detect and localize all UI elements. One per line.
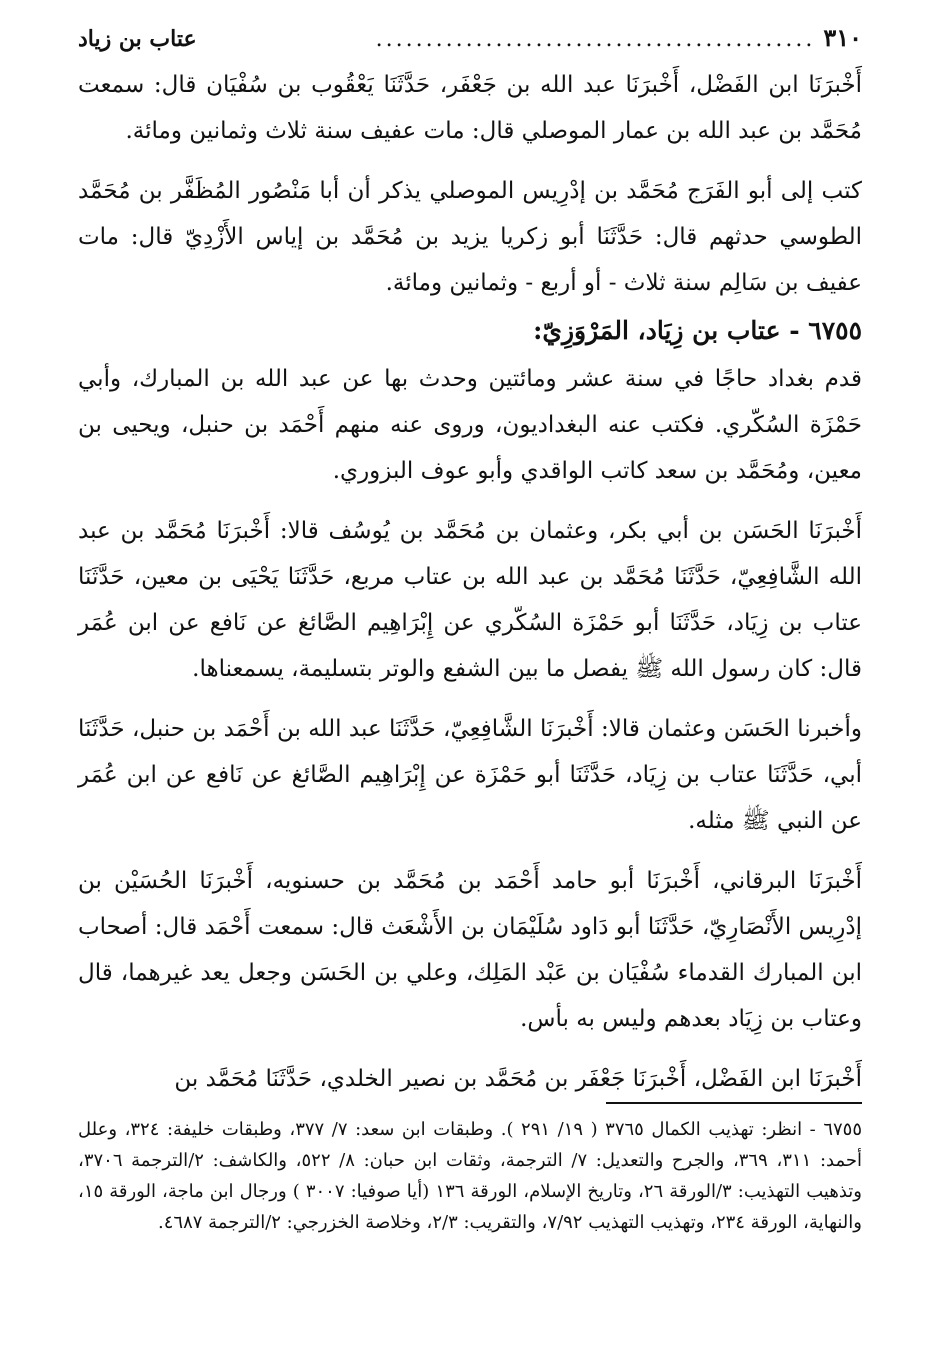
page-number: ٣١٠: [823, 23, 862, 52]
header-leader-dots: ............................................: [375, 27, 816, 52]
running-title: عتاب بن زياد: [78, 26, 197, 52]
entry-heading: ٦٧٥٥ - عتاب بن زِيَاد، المَرْوَزِيّ:: [533, 316, 862, 345]
footnote: ٦٧٥٥ - انظر: تهذيب الكمال ٣٧٦٥ ( ١٩/ ٢٩١ ). وطبقات ابن سعد: ٧/ ٣٧٧، وطبقات خليفة: ٣٢٤، وعلل أحمد: ٣١١، ٣٦٩، والجرح والتعديل: ٧/ الترجمة، وثقات ابن حبان: ٨/ ٥٢٢، والكاشف: ٢/الترجمة ٣٧٠٦، وتذهيب التهذيب: ٣/الورقة ٢٦، وتاريخ الإسلام، الورقة ١٣٦ (أيا صوفيا: ٣٠٠٧ ) ورجال ابن ماجة، الورقة ١٥، والنهاية، الورقة ٢٣٤، وتهذيب التهذيب ٧/٩٢، والتقريب: ٢/٣، وخلاصة الخزرجي: ٢/الترجمة ٤٦٨٧.: [78, 1119, 862, 1233]
footnote-separator: [606, 1102, 862, 1104]
book-page: [78, 18, 862, 1338]
paragraph-hadith-1: أَخْبرَنَا الحَسَن بن أبي بكر، وعثمان بن مُحَمَّد بن يُوسُف قالا: أَخْبرَنَا مُحَمَّد بن عبد الله الشَّافِعِيّ، حَدَّثَنَا مُحَمَّد بن عبد الله بن عتاب مربع، حَدَّثَنَا يَحْيَى بن معين، حَدَّثَنَا عتاب بن زِيَاد، حَدَّثَنَا أبو حَمْزَة السُكّري عن إِبْرَاهِيم الصَّائغ عن نَافع عن ابن عُمَر قال: كان رسول الله ﷺ يفصل ما بين الشفع والوتر بتسليمة، يسمعناها.: [78, 518, 862, 682]
paragraph-isnad-1: أَخْبرَنَا ابن الفَضْل، أَخْبرَنَا عبد الله بن جَعْفَر، حَدَّثَنَا يَعْقُوب بن سُفْيَان قال: سمعت مُحَمَّد بن عبد الله بن عمار الموصلي قال: مات عفيف سنة ثلاث وثمانين ومائة.: [78, 72, 862, 144]
paragraph-biography: قدم بغداد حاجًا في سنة عشر ومائتين وحدث بها عن عبد الله بن المبارك، وأبي حَمْزَة السُكّري. فكتب عنه البغداديون، وروى عنه منهم أَحْمَد بن حنبل، ويحيى بن معين، ومُحَمَّد بن سعد كاتب الواقدي وأبو عوف البزوري.: [78, 366, 862, 484]
paragraph-isnad-3: أَخْبرَنَا البرقاني، أَخْبرَنَا أبو حامد أَحْمَد بن مُحَمَّد بن حسنويه، أَخْبرَنَا الحُسَيْن بن إدْرِيس الأَنْصَارِيّ، حَدَّثَنَا أبو دَاود سُلَيْمَان بن الأَشْعَث قال: سمعت أَحْمَد قال: أصحاب ابن المبارك القدماء سُفْيَان بن عَبْد المَلِك، وعلي بن الحَسَن وجعل يعد غيرهما، قال وعتاب بن زِيَاد بعدهم وليس به بأس.: [78, 868, 862, 1032]
paragraph-isnad-2: كتب إلى أبو الفَرَج مُحَمَّد بن إدْرِيس الموصلي يذكر أن أبا مَنْصُور المُظَفَّر بن مُحَمَّد الطوسي حدثهم قال: حَدَّثَنَا أبو زكريا يزيد بن مُحَمَّد بن إياس الأَزْدِيّ قال: مات عفيف بن سَالِم سنة ثلاث - أو أربع - وثمانين ومائة.: [78, 178, 862, 296]
paragraph-hadith-2: وأخبرنا الحَسَن وعثمان قالا: أَخْبرَنَا الشَّافِعِيّ، حَدَّثَنَا عبد الله بن أَحْمَد بن حنبل، حَدَّثَنَا أبي، حَدَّثَنَا عتاب بن زِيَاد، حَدَّثَنَا أبو حَمْزَة عن إِبْرَاهِيم الصَّائغ عن نَافع عن ابن عُمَر عن النبي ﷺ مثله.: [78, 716, 862, 834]
paragraph-isnad-4: أَخْبرَنَا ابن الفَضْل، أَخْبرَنَا جَعْفَر بن مُحَمَّد بن نصير الخلدي، حَدَّثَنَا مُحَمَّد بن: [174, 1066, 862, 1092]
page-header: [78, 18, 862, 58]
